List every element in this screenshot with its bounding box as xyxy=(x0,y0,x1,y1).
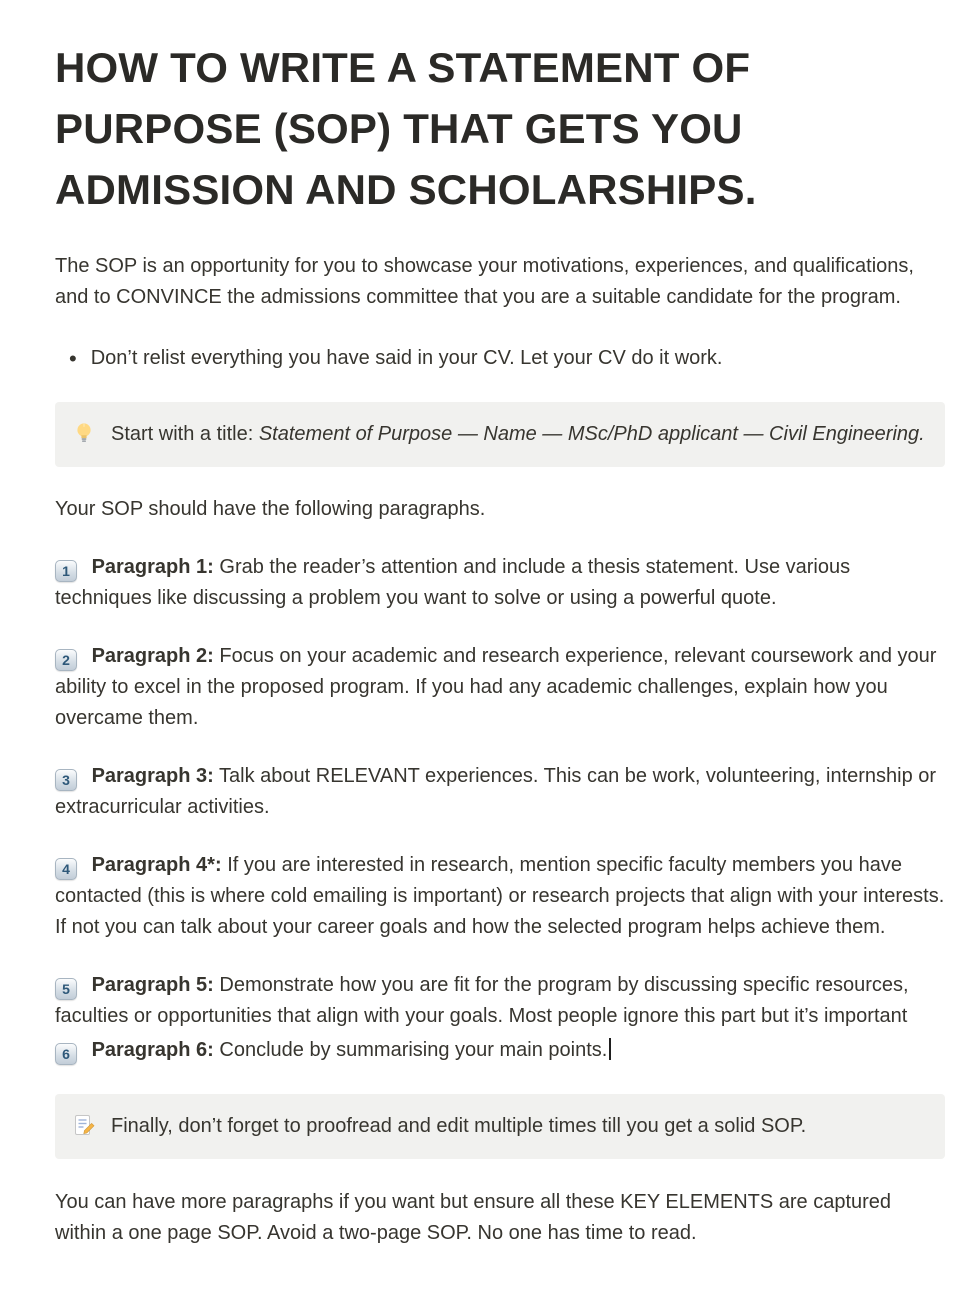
paragraph-text: Demonstrate how you are fit for the program by discussing specific resources, faculties or opportunities that align with your goals. Most people ignore this part but it’s important xyxy=(55,973,909,1027)
paragraph-block-3[interactable] xyxy=(55,761,945,823)
paragraph-label: Paragraph 5: xyxy=(91,973,214,996)
final-callout-text[interactable]: Finally, don’t forget to proofread and edit multiple times till you get a solid SOP. xyxy=(111,1114,807,1137)
memo-icon[interactable] xyxy=(72,1113,96,1137)
paragraph-block-6[interactable] xyxy=(55,1035,945,1066)
paragraph-label: Paragraph 2: xyxy=(91,644,214,667)
keycap-3-icon: 3 xyxy=(55,769,77,791)
text-cursor xyxy=(609,1038,611,1060)
keycap-2-icon: 2 xyxy=(55,649,77,671)
paragraph-block-5[interactable] xyxy=(55,970,945,1032)
paragraph-block-4[interactable] xyxy=(55,850,945,943)
paragraph-label: Paragraph 6: xyxy=(91,1038,214,1061)
final-callout[interactable] xyxy=(55,1094,945,1159)
paragraph-block-1[interactable] xyxy=(55,552,945,614)
paragraph-text: If you are interested in research, mention specific faculty members you have contacted (this is where cold emailing is important) or research projects that align with your interests. If not you can talk about your career goals and how the selected program helps achieve them. xyxy=(55,853,945,938)
tip-prefix: Start with a title: xyxy=(111,422,259,445)
lead-paragraph[interactable]: Your SOP should have the following paragraphs. xyxy=(55,497,486,520)
paragraph-label: Paragraph 3: xyxy=(91,764,214,787)
bullet-marker: • xyxy=(69,345,77,371)
paragraph-text: Conclude by summarising your main points. xyxy=(219,1038,608,1061)
paragraph-text: Focus on your academic and research experience, relevant coursework and your ability to excel in the proposed program. If you had any academic challenges, explain how you overcame them. xyxy=(55,644,937,729)
outro-paragraph[interactable]: You can have more paragraphs if you want but ensure all these KEY ELEMENTS are captured within a one page SOP. Avoid a two-page SOP. No one has time to read. xyxy=(55,1190,892,1244)
paragraph-label: Paragraph 1: xyxy=(91,555,214,578)
keycap-5-icon: 5 xyxy=(55,978,77,1000)
paragraph-text: Talk about RELEVANT experiences. This can be work, volunteering, internship or extracurricular activities. xyxy=(55,764,937,818)
page-title[interactable]: HOW TO WRITE A STATEMENT OF PURPOSE (SOP) THAT GETS YOU ADMISSION AND SCHOLARSHIPS. xyxy=(55,44,757,213)
intro-paragraph[interactable]: The SOP is an opportunity for you to showcase your motivations, experiences, and qualifications, and to CONVINCE the admissions committee that you are a suitable candidate for the program. xyxy=(55,254,914,308)
bullet-text: Don’t relist everything you have said in your CV. Let your CV do it work. xyxy=(90,346,723,369)
paragraph-label: Paragraph 4*: xyxy=(91,853,222,876)
tip-title-italic: Statement of Purpose — Name — MSc/PhD applicant — Civil Engineering. xyxy=(258,422,925,445)
keycap-6-icon: 6 xyxy=(55,1043,77,1065)
keycap-4-icon: 4 xyxy=(55,858,77,880)
tip-callout-text[interactable] xyxy=(111,419,925,450)
lightbulb-icon[interactable] xyxy=(72,421,96,445)
paragraph-block-2[interactable] xyxy=(55,641,945,734)
keycap-1-icon: 1 xyxy=(55,560,77,582)
paragraph-text: Grab the reader’s attention and include a thesis statement. Use various techniques like discussing a problem you want to solve or using a powerful quote. xyxy=(55,555,851,609)
bullet-list-item[interactable] xyxy=(55,343,945,374)
tip-callout[interactable] xyxy=(55,402,945,467)
